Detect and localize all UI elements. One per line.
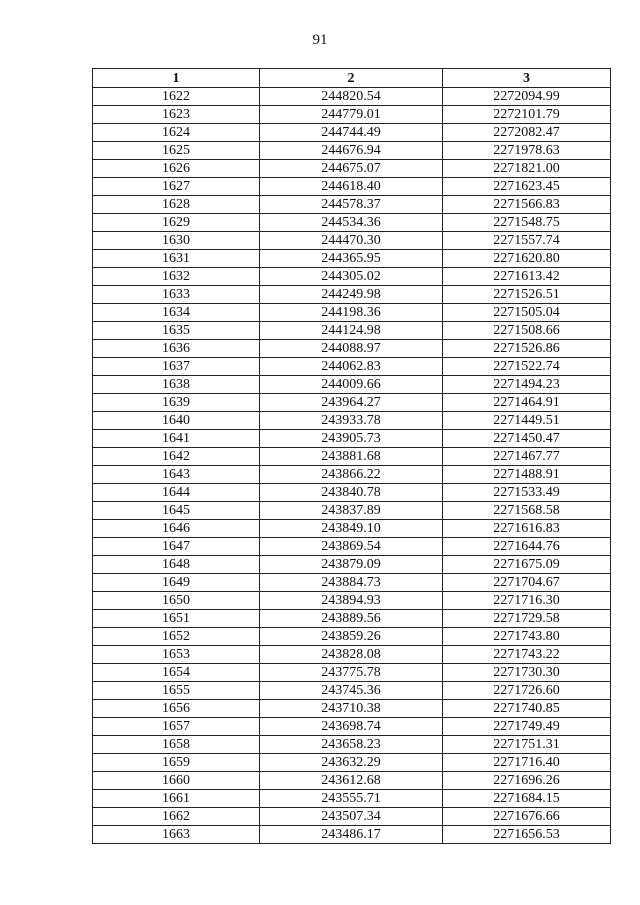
table-header: [93, 69, 611, 88]
table-row: [93, 358, 611, 376]
y-coordinate-cell: 2271740.85: [443, 700, 611, 718]
point-number-cell: 1628: [93, 196, 260, 214]
table-row: [93, 160, 611, 178]
y-coordinate-cell: 2271464.91: [443, 394, 611, 412]
x-coordinate-cell: 244249.98: [260, 286, 443, 304]
table-row: [93, 646, 611, 664]
y-coordinate-cell: 2271726.60: [443, 682, 611, 700]
x-coordinate-cell: 243710.38: [260, 700, 443, 718]
x-coordinate-cell: 243889.56: [260, 610, 443, 628]
table-row: [93, 124, 611, 142]
x-coordinate-cell: 243905.73: [260, 430, 443, 448]
table-row: [93, 808, 611, 826]
x-coordinate-cell: 243881.68: [260, 448, 443, 466]
table-row: [93, 286, 611, 304]
y-coordinate-cell: 2271505.04: [443, 304, 611, 322]
y-coordinate-cell: 2271743.80: [443, 628, 611, 646]
x-coordinate-cell: 244820.54: [260, 88, 443, 106]
y-coordinate-cell: 2271450.47: [443, 430, 611, 448]
point-number-cell: 1660: [93, 772, 260, 790]
y-coordinate-cell: 2271623.45: [443, 178, 611, 196]
y-coordinate-cell: 2271449.51: [443, 412, 611, 430]
y-coordinate-cell: 2271675.09: [443, 556, 611, 574]
table-row: [93, 718, 611, 736]
y-coordinate-cell: 2271729.58: [443, 610, 611, 628]
point-number-cell: 1639: [93, 394, 260, 412]
x-coordinate-cell: 244198.36: [260, 304, 443, 322]
point-number-cell: 1663: [93, 826, 260, 844]
x-coordinate-cell: 244365.95: [260, 250, 443, 268]
x-coordinate-cell: 244779.01: [260, 106, 443, 124]
point-number-cell: 1640: [93, 412, 260, 430]
table-row: [93, 304, 611, 322]
point-number-cell: 1632: [93, 268, 260, 286]
y-coordinate-cell: 2272082.47: [443, 124, 611, 142]
x-coordinate-cell: 244088.97: [260, 340, 443, 358]
point-number-cell: 1624: [93, 124, 260, 142]
point-number-cell: 1658: [93, 736, 260, 754]
table-row: [93, 196, 611, 214]
x-coordinate-cell: 243933.78: [260, 412, 443, 430]
point-number-cell: 1646: [93, 520, 260, 538]
y-coordinate-cell: 2271730.30: [443, 664, 611, 682]
point-number-cell: 1627: [93, 178, 260, 196]
point-number-cell: 1649: [93, 574, 260, 592]
table-row: [93, 448, 611, 466]
y-coordinate-cell: 2271704.67: [443, 574, 611, 592]
x-coordinate-cell: 244062.83: [260, 358, 443, 376]
point-number-cell: 1625: [93, 142, 260, 160]
table-row: [93, 592, 611, 610]
y-coordinate-cell: 2271696.26: [443, 772, 611, 790]
y-coordinate-cell: 2271508.66: [443, 322, 611, 340]
x-coordinate-cell: 244744.49: [260, 124, 443, 142]
x-coordinate-cell: 244009.66: [260, 376, 443, 394]
table-row: [93, 520, 611, 538]
column-header-3: 3: [443, 69, 611, 88]
table-row: [93, 340, 611, 358]
y-coordinate-cell: 2271821.00: [443, 160, 611, 178]
y-coordinate-cell: 2271613.42: [443, 268, 611, 286]
point-number-cell: 1650: [93, 592, 260, 610]
x-coordinate-cell: 243828.08: [260, 646, 443, 664]
y-coordinate-cell: 2271526.51: [443, 286, 611, 304]
table-row: [93, 142, 611, 160]
x-coordinate-cell: 243775.78: [260, 664, 443, 682]
y-coordinate-cell: 2271488.91: [443, 466, 611, 484]
y-coordinate-cell: 2272094.99: [443, 88, 611, 106]
table-row: [93, 88, 611, 106]
y-coordinate-cell: 2271616.83: [443, 520, 611, 538]
table-row: [93, 268, 611, 286]
point-number-cell: 1645: [93, 502, 260, 520]
x-coordinate-cell: 243869.54: [260, 538, 443, 556]
point-number-cell: 1635: [93, 322, 260, 340]
x-coordinate-cell: 244534.36: [260, 214, 443, 232]
table-row: [93, 556, 611, 574]
point-number-cell: 1644: [93, 484, 260, 502]
page-number: 91: [312, 32, 328, 48]
table-row: [93, 466, 611, 484]
point-number-cell: 1636: [93, 340, 260, 358]
x-coordinate-cell: 243894.93: [260, 592, 443, 610]
x-coordinate-cell: 243632.29: [260, 754, 443, 772]
y-coordinate-cell: 2271716.40: [443, 754, 611, 772]
table-row: [93, 628, 611, 646]
table-row: [93, 826, 611, 844]
point-number-cell: 1630: [93, 232, 260, 250]
x-coordinate-cell: 243555.71: [260, 790, 443, 808]
y-coordinate-cell: 2271644.76: [443, 538, 611, 556]
y-coordinate-cell: 2271566.83: [443, 196, 611, 214]
table-row: [93, 430, 611, 448]
x-coordinate-cell: 243698.74: [260, 718, 443, 736]
y-coordinate-cell: 2271676.66: [443, 808, 611, 826]
point-number-cell: 1637: [93, 358, 260, 376]
table-row: [93, 376, 611, 394]
x-coordinate-cell: 244676.94: [260, 142, 443, 160]
table-row: [93, 574, 611, 592]
point-number-cell: 1647: [93, 538, 260, 556]
x-coordinate-cell: 243964.27: [260, 394, 443, 412]
point-number-cell: 1622: [93, 88, 260, 106]
x-coordinate-cell: 244305.02: [260, 268, 443, 286]
x-coordinate-cell: 243745.36: [260, 682, 443, 700]
table-row: [93, 772, 611, 790]
y-coordinate-cell: 2271749.49: [443, 718, 611, 736]
y-coordinate-cell: 2271526.86: [443, 340, 611, 358]
y-coordinate-cell: 2271620.80: [443, 250, 611, 268]
point-number-cell: 1653: [93, 646, 260, 664]
x-coordinate-cell: 243866.22: [260, 466, 443, 484]
y-coordinate-cell: 2272101.79: [443, 106, 611, 124]
x-coordinate-cell: 243612.68: [260, 772, 443, 790]
x-coordinate-cell: 244470.30: [260, 232, 443, 250]
point-number-cell: 1656: [93, 700, 260, 718]
point-number-cell: 1629: [93, 214, 260, 232]
point-number-cell: 1659: [93, 754, 260, 772]
table-row: [93, 106, 611, 124]
table-row: [93, 754, 611, 772]
point-number-cell: 1651: [93, 610, 260, 628]
y-coordinate-cell: 2271522.74: [443, 358, 611, 376]
table-row: [93, 664, 611, 682]
y-coordinate-cell: 2271978.63: [443, 142, 611, 160]
y-coordinate-cell: 2271467.77: [443, 448, 611, 466]
y-coordinate-cell: 2271751.31: [443, 736, 611, 754]
point-number-cell: 1626: [93, 160, 260, 178]
x-coordinate-cell: 243884.73: [260, 574, 443, 592]
table-row: [93, 610, 611, 628]
table-row: [93, 484, 611, 502]
point-number-cell: 1661: [93, 790, 260, 808]
x-coordinate-cell: 243879.09: [260, 556, 443, 574]
point-number-cell: 1623: [93, 106, 260, 124]
point-number-cell: 1648: [93, 556, 260, 574]
table-row: [93, 502, 611, 520]
point-number-cell: 1633: [93, 286, 260, 304]
column-header-2: 2: [260, 69, 443, 88]
y-coordinate-cell: 2271494.23: [443, 376, 611, 394]
point-number-cell: 1662: [93, 808, 260, 826]
x-coordinate-cell: 243849.10: [260, 520, 443, 538]
table-row: [93, 394, 611, 412]
coordinates-table: [92, 68, 611, 844]
x-coordinate-cell: 243840.78: [260, 484, 443, 502]
table-body: [93, 88, 611, 844]
table-row: [93, 538, 611, 556]
y-coordinate-cell: 2271656.53: [443, 826, 611, 844]
point-number-cell: 1652: [93, 628, 260, 646]
point-number-cell: 1642: [93, 448, 260, 466]
x-coordinate-cell: 243658.23: [260, 736, 443, 754]
table-row: [93, 232, 611, 250]
column-header-1: 1: [93, 69, 260, 88]
table-row: [93, 682, 611, 700]
point-number-cell: 1641: [93, 430, 260, 448]
x-coordinate-cell: 244675.07: [260, 160, 443, 178]
x-coordinate-cell: 244578.37: [260, 196, 443, 214]
x-coordinate-cell: 244124.98: [260, 322, 443, 340]
y-coordinate-cell: 2271557.74: [443, 232, 611, 250]
point-number-cell: 1634: [93, 304, 260, 322]
x-coordinate-cell: 244618.40: [260, 178, 443, 196]
y-coordinate-cell: 2271684.15: [443, 790, 611, 808]
y-coordinate-cell: 2271568.58: [443, 502, 611, 520]
y-coordinate-cell: 2271533.49: [443, 484, 611, 502]
point-number-cell: 1631: [93, 250, 260, 268]
table-row: [93, 322, 611, 340]
point-number-cell: 1657: [93, 718, 260, 736]
y-coordinate-cell: 2271716.30: [443, 592, 611, 610]
y-coordinate-cell: 2271548.75: [443, 214, 611, 232]
table-row: [93, 214, 611, 232]
x-coordinate-cell: 243486.17: [260, 826, 443, 844]
x-coordinate-cell: 243837.89: [260, 502, 443, 520]
table-row: [93, 178, 611, 196]
x-coordinate-cell: 243859.26: [260, 628, 443, 646]
table-row: [93, 736, 611, 754]
point-number-cell: 1655: [93, 682, 260, 700]
point-number-cell: 1654: [93, 664, 260, 682]
x-coordinate-cell: 243507.34: [260, 808, 443, 826]
point-number-cell: 1643: [93, 466, 260, 484]
y-coordinate-cell: 2271743.22: [443, 646, 611, 664]
header-row: [93, 69, 611, 88]
point-number-cell: 1638: [93, 376, 260, 394]
table-row: [93, 412, 611, 430]
table-row: [93, 250, 611, 268]
table-row: [93, 700, 611, 718]
table-row: [93, 790, 611, 808]
